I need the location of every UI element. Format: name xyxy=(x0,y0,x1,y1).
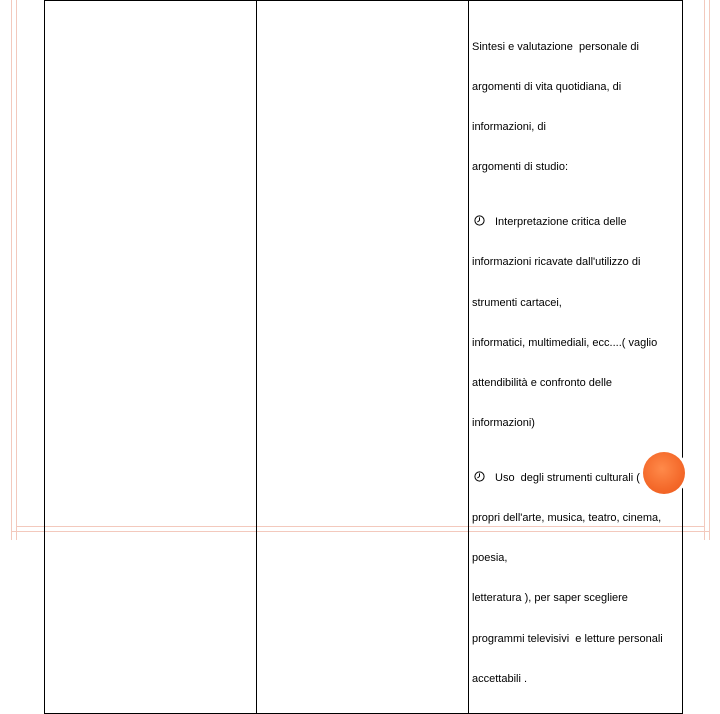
orange-accent-circle-fill xyxy=(643,452,685,494)
text-line: accettabili . xyxy=(472,672,528,685)
text-line: attendibilità e confronto delle xyxy=(472,376,613,389)
text-line: informazioni, di xyxy=(472,121,546,134)
orange-accent-circle xyxy=(640,449,688,497)
frame-right-inner-line xyxy=(704,0,705,540)
text-line: propri dell'arte, musica, teatro, cinema, xyxy=(472,512,662,525)
clock-bullet-icon xyxy=(474,215,485,226)
clock-bullet-icon xyxy=(474,471,485,482)
frame-left-inner-line xyxy=(16,0,17,540)
table-row xyxy=(45,1,683,714)
cell-text-block xyxy=(469,1,682,713)
text-line: argomenti di vita quotidiana, di xyxy=(472,81,622,94)
bullet-text: Interpretazione critica delle xyxy=(495,216,627,229)
frame-left-outer-line xyxy=(11,0,12,540)
table-cell-col3 xyxy=(469,1,683,714)
text-line: informazioni ricavate dall'utilizzo di xyxy=(472,256,641,269)
text-line: argomenti di studio: xyxy=(472,161,568,174)
text-line: poesia, xyxy=(472,552,508,565)
content-table xyxy=(44,0,683,714)
bullet-text: Uso degli strumenti culturali ( xyxy=(495,471,640,484)
text-line: letteratura ), per saper scegliere xyxy=(472,592,628,605)
text-line: informatici, multimediali, ecc....( vaglio xyxy=(472,336,658,349)
text-line: Sintesi e valutazione personale di xyxy=(472,40,639,53)
bullet-item-1 xyxy=(472,215,681,229)
table-cell-col1 xyxy=(45,1,257,714)
table-cell-col2 xyxy=(257,1,469,714)
text-line: programmi televisivi e letture personali xyxy=(472,632,663,645)
frame-right-outer-line xyxy=(709,0,710,540)
text-line: strumenti cartacei, xyxy=(472,296,562,309)
text-line: informazioni) xyxy=(472,417,535,430)
